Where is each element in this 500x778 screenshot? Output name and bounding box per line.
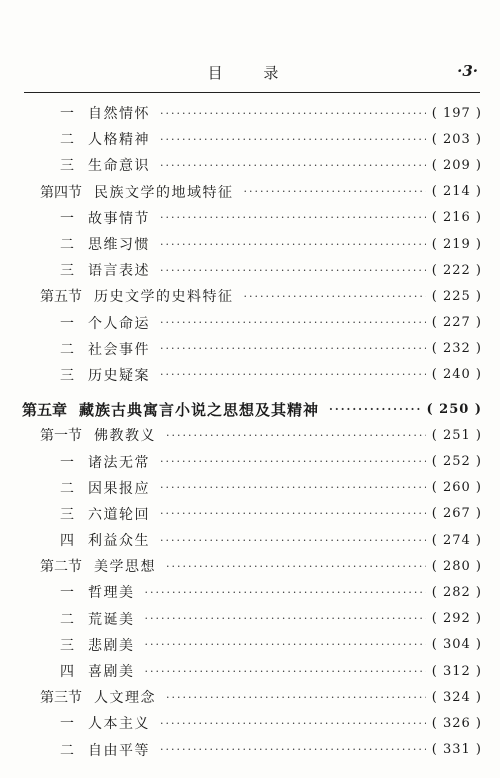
page-header [24, 62, 480, 92]
toc-entry-title: 六道轮回 [88, 506, 150, 523]
toc-item-row [0, 257, 500, 283]
toc-page-number: ( 326 ) [431, 715, 482, 731]
toc-entry-number: 第五章 [22, 400, 68, 419]
toc-entry-number: 一 [60, 210, 74, 227]
toc-entry-title: 历史文学的史料特征 [94, 289, 234, 306]
toc-page-number: ( 324 ) [431, 689, 482, 705]
dot-leader [166, 691, 426, 704]
toc-entry-number: 第三节 [40, 690, 82, 707]
dot-leader [166, 429, 426, 442]
toc-item-row [0, 658, 500, 684]
header-page-number: ·3· [457, 62, 478, 80]
toc-entry-number: 三 [60, 637, 74, 654]
toc-item-row [0, 100, 500, 126]
toc-item-row [0, 632, 500, 658]
dot-leader [160, 481, 426, 494]
toc-entry-title: 哲理美 [88, 585, 135, 602]
toc-entry-number: 二 [60, 237, 74, 254]
toc-page-number: ( 225 ) [431, 288, 482, 304]
toc-item-row [0, 152, 500, 178]
dot-leader [160, 316, 426, 329]
toc-entry-title: 诸法无常 [88, 454, 150, 471]
toc-page-number: ( 282 ) [431, 584, 482, 600]
dot-leader [160, 368, 426, 381]
toc-page-number: ( 267 ) [431, 506, 482, 522]
toc-chapter-row [0, 396, 500, 422]
toc-entry-number: 三 [60, 158, 74, 175]
dot-leader [329, 403, 420, 416]
toc-page-number: ( 214 ) [431, 184, 482, 200]
dot-leader [244, 185, 426, 198]
toc-entry-number: 一 [60, 315, 74, 332]
toc-entry-number: 二 [60, 742, 74, 759]
toc-section-row [0, 283, 500, 309]
dot-leader [145, 586, 426, 599]
dot-leader [160, 159, 426, 172]
toc-entry-title: 藏族古典寓言小说之思想及其精神 [79, 400, 320, 419]
dot-leader [160, 107, 426, 120]
toc-item-row [0, 710, 500, 736]
toc-entry-number: 一 [60, 716, 74, 733]
toc-entry-number: 二 [60, 341, 74, 358]
toc-page-number: ( 209 ) [431, 157, 482, 173]
toc-entry-title: 利益众生 [88, 533, 150, 550]
toc-page-number: ( 331 ) [431, 742, 482, 758]
toc-entry-title: 个人命运 [88, 315, 150, 332]
dot-leader [145, 638, 426, 651]
dot-leader [160, 743, 426, 756]
toc-page-number: ( 274 ) [431, 532, 482, 548]
toc-entry-title: 语言表述 [88, 263, 150, 280]
toc-page-number: ( 203 ) [431, 131, 482, 147]
toc-entry-number: 第四节 [40, 184, 82, 201]
toc-item-row [0, 231, 500, 257]
dot-leader [166, 560, 426, 573]
table-of-contents [0, 100, 500, 763]
dot-leader [160, 534, 426, 547]
toc-section-row [0, 553, 500, 579]
toc-page-number: ( 227 ) [431, 315, 482, 331]
toc-section-row [0, 422, 500, 448]
toc-page-number: ( 292 ) [431, 611, 482, 627]
toc-entry-number: 三 [60, 367, 74, 384]
toc-entry-title: 美学思想 [94, 559, 156, 576]
toc-page-number: ( 250 ) [426, 401, 482, 417]
toc-item-row [0, 527, 500, 553]
toc-entry-title: 生命意识 [88, 158, 150, 175]
dot-leader [244, 290, 426, 303]
toc-item-row [0, 336, 500, 362]
toc-entry-title: 民族文学的地域特征 [94, 184, 234, 201]
toc-page-number: ( 232 ) [431, 341, 482, 357]
header-title: 目 录 [207, 64, 297, 82]
toc-entry-number: 二 [60, 132, 74, 149]
dot-leader [145, 665, 426, 678]
toc-entry-number: 一 [60, 585, 74, 602]
toc-entry-title: 因果报应 [88, 480, 150, 497]
toc-page-number: ( 240 ) [431, 367, 482, 383]
toc-item-row [0, 501, 500, 527]
toc-entry-title: 喜剧美 [88, 664, 135, 681]
dot-leader [160, 507, 426, 520]
toc-item-row [0, 126, 500, 152]
toc-entry-title: 故事情节 [88, 210, 150, 227]
toc-entry-number: 三 [60, 506, 74, 523]
toc-page-number: ( 304 ) [431, 637, 482, 653]
toc-page-number: ( 216 ) [431, 210, 482, 226]
toc-page-number: ( 312 ) [431, 663, 482, 679]
toc-item-row [0, 737, 500, 763]
toc-item-row [0, 579, 500, 605]
toc-page-number: ( 251 ) [431, 427, 482, 443]
toc-page-number: ( 222 ) [431, 262, 482, 278]
toc-item-row [0, 606, 500, 632]
toc-entry-title: 人文理念 [94, 690, 156, 707]
dot-leader [145, 612, 426, 625]
toc-item-row [0, 310, 500, 336]
toc-page-number: ( 280 ) [431, 558, 482, 574]
toc-entry-number: 三 [60, 263, 74, 280]
toc-entry-number: 第五节 [40, 289, 82, 306]
toc-entry-number: 二 [60, 611, 74, 628]
toc-page-number: ( 260 ) [431, 480, 482, 496]
toc-entry-title: 悲剧美 [88, 637, 135, 654]
toc-page-number: ( 219 ) [431, 236, 482, 252]
dot-leader [160, 717, 426, 730]
dot-leader [160, 264, 426, 277]
toc-entry-number: 四 [60, 664, 74, 681]
toc-entry-title: 荒诞美 [88, 611, 135, 628]
toc-item-row [0, 205, 500, 231]
toc-entry-title: 自由平等 [88, 742, 150, 759]
toc-page-number: ( 197 ) [431, 105, 482, 121]
toc-entry-title: 佛教教义 [94, 428, 156, 445]
dot-leader [160, 211, 426, 224]
toc-entry-number: 一 [60, 454, 74, 471]
toc-entry-number: 四 [60, 533, 74, 550]
dot-leader [160, 133, 426, 146]
toc-entry-number: 第二节 [40, 559, 82, 576]
header-rule [24, 92, 480, 93]
toc-entry-title: 社会事件 [88, 341, 150, 358]
toc-entry-title: 历史疑案 [88, 367, 150, 384]
toc-entry-title: 人本主义 [88, 716, 150, 733]
toc-item-row [0, 475, 500, 501]
toc-item-row [0, 448, 500, 474]
toc-entry-number: 一 [60, 106, 74, 123]
toc-section-row [0, 684, 500, 710]
toc-entry-title: 思维习惯 [88, 237, 150, 254]
toc-page-number: ( 252 ) [431, 454, 482, 470]
dot-leader [160, 455, 426, 468]
toc-entry-number: 二 [60, 480, 74, 497]
toc-entry-number: 第一节 [40, 428, 82, 445]
toc-section-row [0, 179, 500, 205]
toc-entry-title: 人格精神 [88, 132, 150, 149]
dot-leader [160, 238, 426, 251]
toc-entry-title: 自然情怀 [88, 106, 150, 123]
dot-leader [160, 342, 426, 355]
toc-item-row [0, 362, 500, 388]
